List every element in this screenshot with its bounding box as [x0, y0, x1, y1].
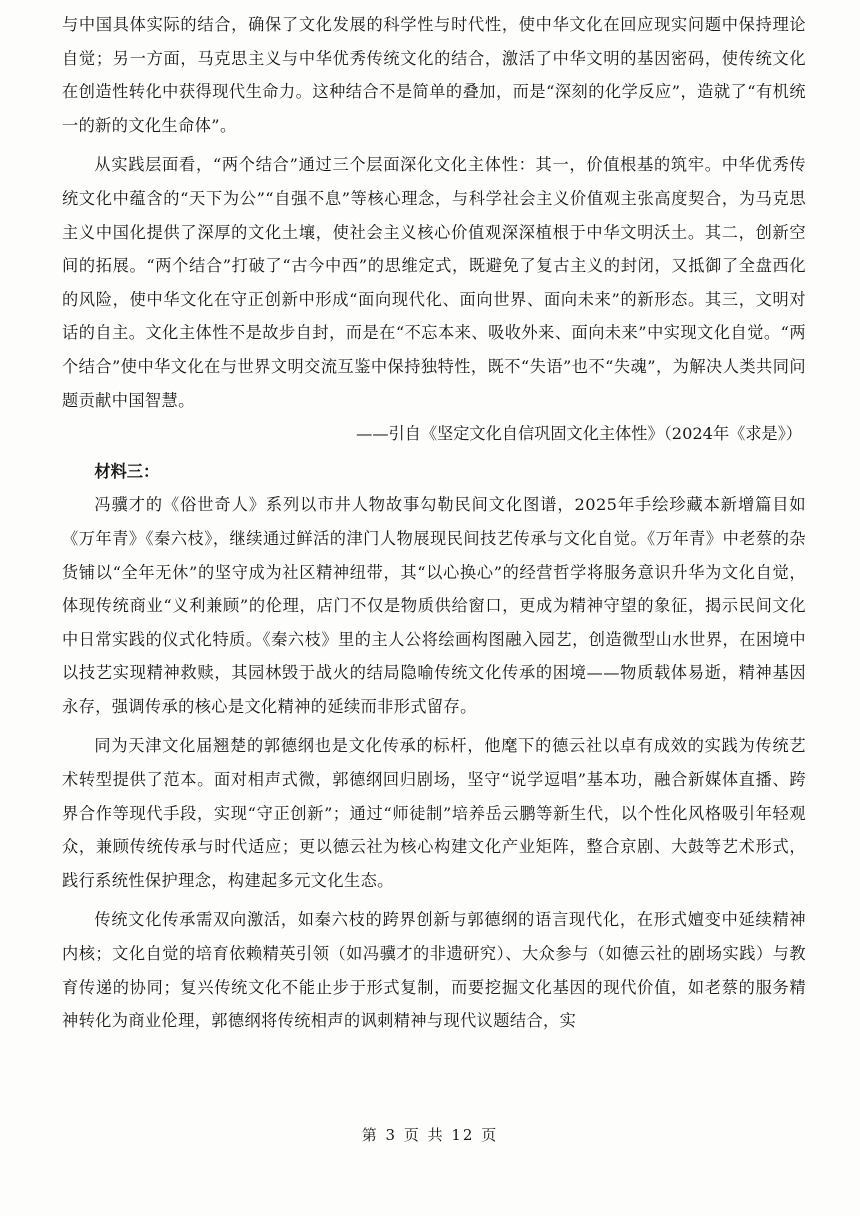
paragraph-practice-level: 从实践层面看，“两个结合”通过三个层面深化文化主体性：其一，价值根基的筑牢。中华优秀传统文化中蕴含的“天下为公”“自强不息”等核心理念，与科学社会主义价值观主张高度契合，为马克思主义中国化提供了深厚的文化土壤，使社会主义核心价值观深深植根于中华文明沃土。其二，创新空间的拓展。“两个结合”打破了“古今中西”的思维定式，既避免了复古主义的封闭，又抵御了全盘西化的风险，使中华文化在守正创新中形成“面向现代化、面向世界、面向未来”的新形态。其三，文明对话的自主。文化主体性不是故步自封，而是在“不忘本来、吸收外来、面向未来”中实现文化自觉。“两个结合”使中华文化在与世界文明交流互鉴中保持独特性，既不“失语”也不“失魂”，为解决人类共同问题贡献中国智慧。: [62, 155, 806, 410]
section-heading: 材料三：: [94, 461, 160, 481]
page-number-footer: 第 3 页 共 12 页: [361, 1126, 499, 1144]
page-content: [62, 8, 806, 1038]
paragraph-continued: 与中国具体实际的结合，确保了文化发展的科学性与时代性，使中华文化在回应现实问题中保持理论自觉；另一方面，马克思主义与中华优秀传统文化的结合，激活了中华文明的基因密码，使传统文化在创造性转化中获得现代生命力。这种结合不是简单的叠加，而是“深刻的化学反应”，造就了“有机统一的新的文化生命体”。: [62, 15, 806, 135]
source-citation: ——引自《坚定文化自信巩固文化主体性》（2024年《求是》）: [356, 424, 802, 444]
paragraph-inheritance: 传统文化传承需双向激活，如秦六枝的跨界创新与郭德纲的语言现代化，在形式嬗变中延续精神内核；文化自觉的培育依赖精英引领（如冯骥才的非遗研究）、大众参与（如德云社的剧场实践）与教育传递的协同；复兴传统文化不能止步于形式复制，而要挖掘文化基因的现代价值，如老蔡的服务精神转化为商业伦理，郭德纲将传统相声的讽刺精神与现代议题结合，实: [62, 910, 806, 1031]
paragraph-guo-degang: 同为天津文化届翘楚的郭德纲也是文化传承的标杆，他麾下的德云社以卓有成效的实践为传统艺术转型提供了范本。面对相声式微，郭德纲回归剧场，坚守“说学逗唱”基本功，融合新媒体直播、跨界合作等现代手段，实现“守正创新”；通过“师徒制”培养岳云鹏等新生代，以个性化风格吸引年轻观众，兼顾传统传承与时代适应；更以德云社为核心构建文化产业矩阵，整合京剧、大鼓等艺术形式，践行系统性保护理念，构建起多元文化生态。: [62, 736, 806, 890]
paragraph-feng-jicai: 冯骥才的《俗世奇人》系列以市井人物故事勾勒民间文化图谱，2025年手绘珍藏本新增篇目如《万年青》《秦六枝》，继续通过鲜活的津门人物展现民间技艺传承与文化自觉。《万年青》中老蔡的杂货铺以“全年无休”的坚守成为社区精神纽带，其“以心换心”的经营哲学将服务意识升华为文化自觉，体现传统商业“义利兼顾”的伦理，店门不仅是物质供给窗口，更成为精神守望的象征，揭示民间文化中日常实践的仪式化特质。《秦六枝》里的主人公将绘画构图融入园艺，创造微型山水世界，在困境中以技艺实现精神救赎，其园林毁于战火的结局隐喻传统文化传承的困境——物质载体易逝，精神基因永存，强调传承的核心是文化精神的延续而非形式留存。: [62, 495, 806, 716]
